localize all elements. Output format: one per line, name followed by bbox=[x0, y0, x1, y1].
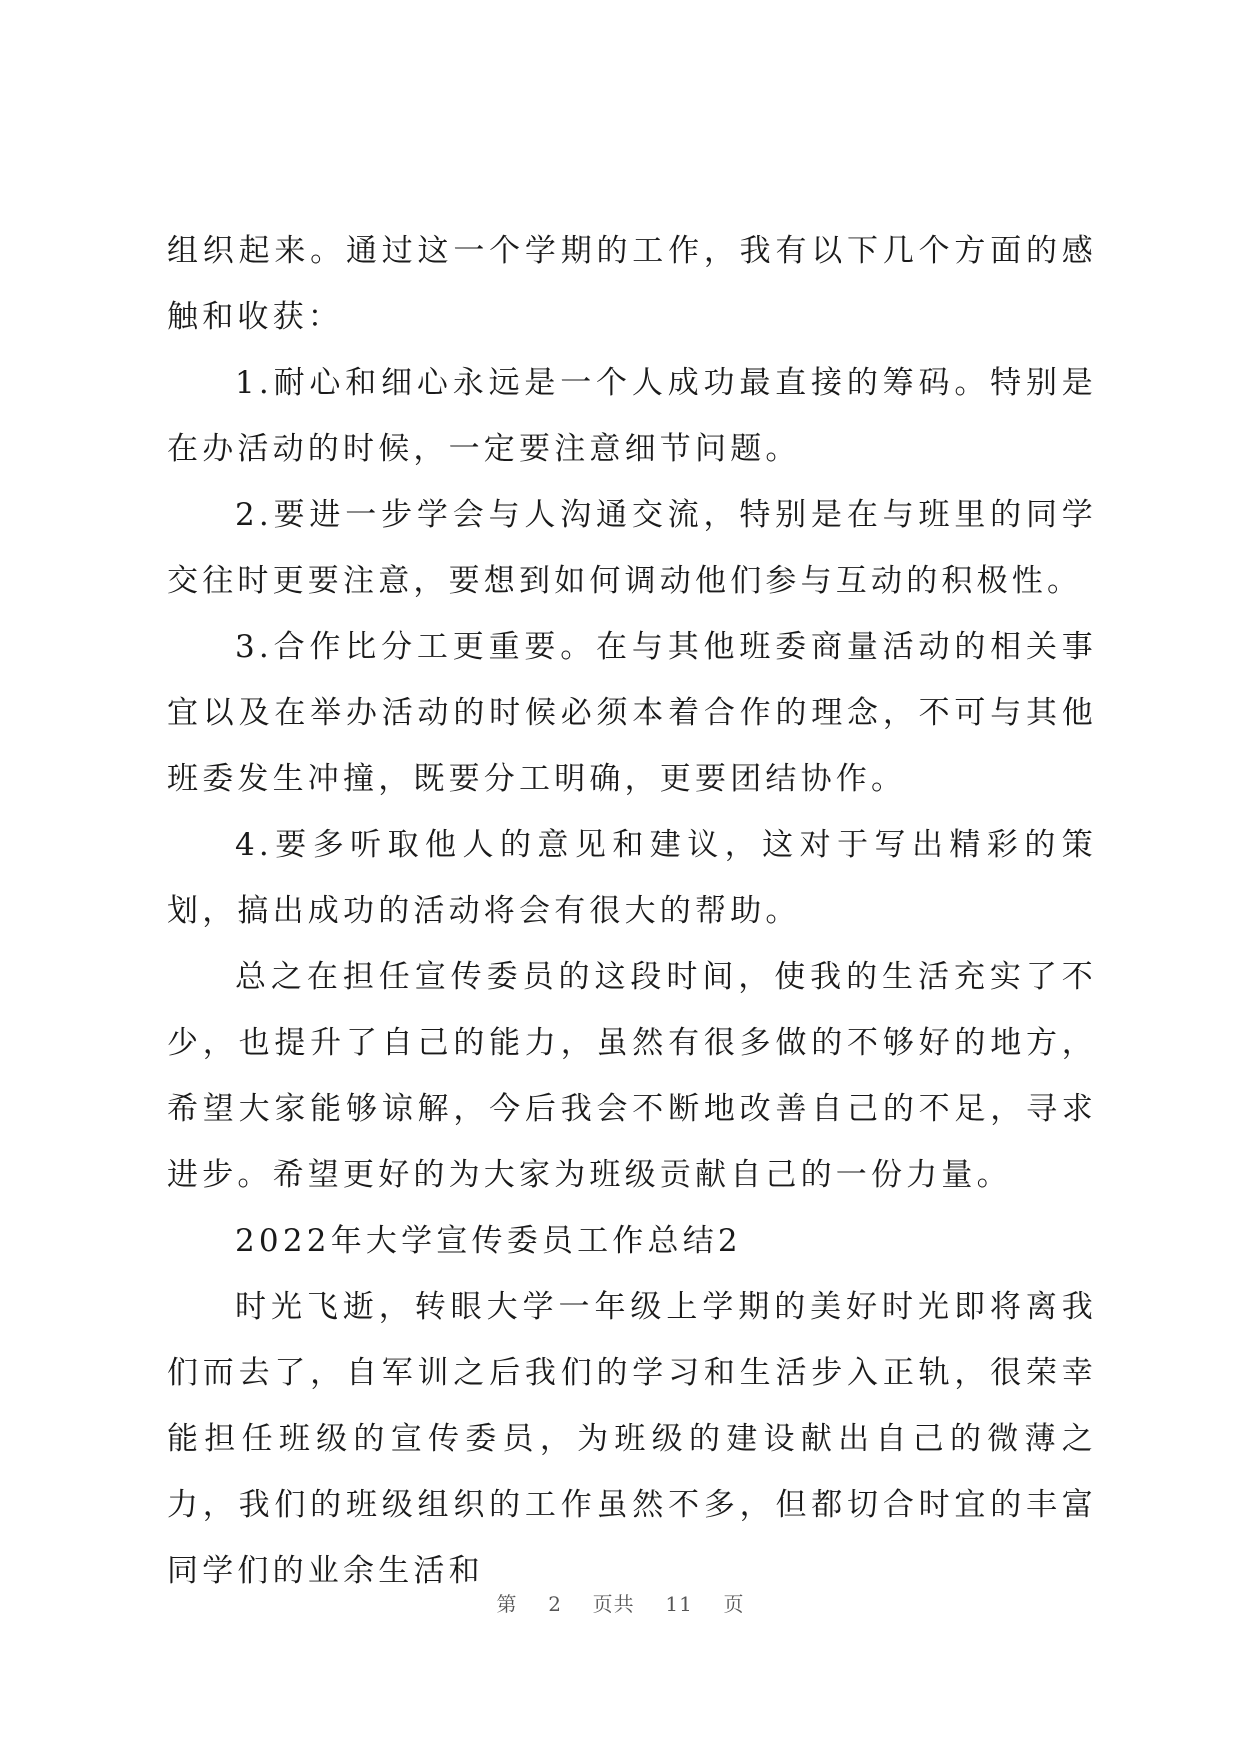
paragraph-point-3: 3.合作比分工更重要。在与其他班委商量活动的相关事宜以及在举办活动的时候必须本着合作的理念，不可与其他班委发生冲撞，既要分工明确，更要团结协作。 bbox=[167, 629, 1097, 797]
paragraph-point-1: 1.耐心和细心永远是一个人成功最直接的筹码。特别是在办活动的时候，一定要注意细节问题。 bbox=[167, 365, 1097, 467]
footer-middle: 页共 bbox=[592, 1592, 635, 1616]
paragraph-conclusion: 总之在担任宣传委员的这段时间，使我的生活充实了不少，也提升了自己的能力，虽然有很多做的不够好的地方，希望大家能够谅解，今后我会不断地改善自己的不足，寻求进步。希望更好的为大家为班级贡献自己的一份力量。 bbox=[167, 959, 1097, 1193]
footer-total-pages: 11 bbox=[665, 1592, 693, 1616]
paragraph-point-4: 4.要多听取他人的意见和建议，这对于写出精彩的策划，搞出成功的活动将会有很大的帮助。 bbox=[167, 827, 1097, 929]
paragraph-point-2: 2.要进一步学会与人沟通交流，特别是在与班里的同学交往时更要注意，要想到如何调动他们参与互动的积极性。 bbox=[167, 497, 1097, 599]
section-heading: 2022年大学宣传委员工作总结2 bbox=[235, 1223, 742, 1259]
paragraph-intro: 组织起来。通过这一个学期的工作，我有以下几个方面的感触和收获： bbox=[167, 233, 1097, 335]
page-number-footer bbox=[0, 1588, 1241, 1617]
footer-prefix: 第 bbox=[496, 1592, 518, 1616]
footer-current-page: 2 bbox=[548, 1592, 562, 1616]
paragraph-section-2-intro: 时光飞逝，转眼大学一年级上学期的美好时光即将离我们而去了，自军训之后我们的学习和生活步入正轨，很荣幸能担任班级的宣传委员，为班级的建设献出自己的微薄之力，我们的班级组织的工作虽然不多，但都切合时宜的丰富同学们的业余生活和 bbox=[167, 1289, 1097, 1589]
document-body bbox=[167, 218, 1097, 1604]
footer-suffix: 页 bbox=[723, 1592, 745, 1616]
